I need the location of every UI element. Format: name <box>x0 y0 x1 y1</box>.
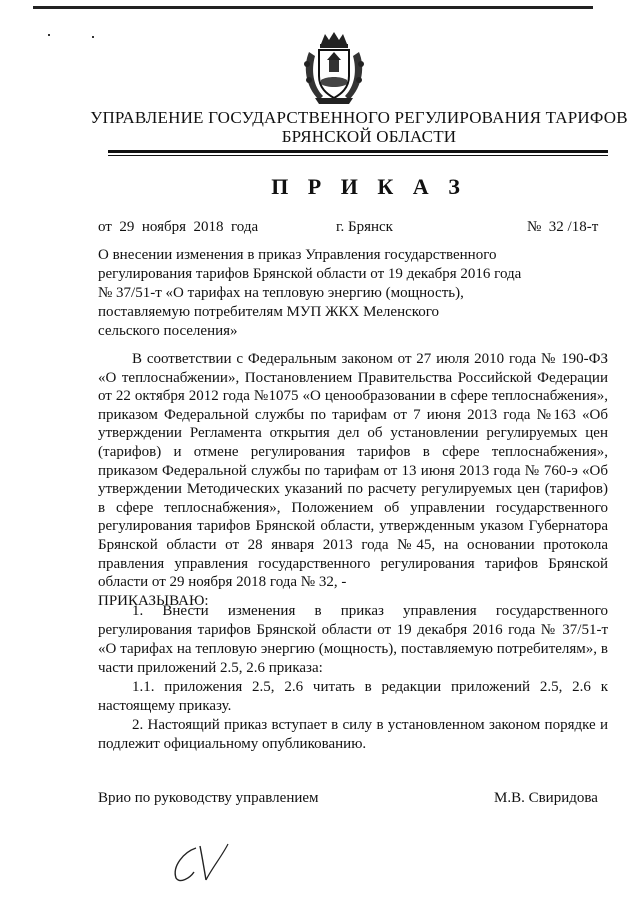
signatory-name: М.В. Свиридова <box>494 790 598 806</box>
document-title: П Р И К А З <box>271 174 467 199</box>
document-subject: О внесении изменения в приказ Управления государственного регулирования тарифов Брянской области от 19 декабря 2016 года № 37/51-т «О тарифах на тепловую энергию (мощность), поставляемую потребителям МУП ЖКХ Меленского сельского поселения» <box>98 247 522 339</box>
document-date: от 29 ноября 2018 года <box>98 219 259 235</box>
organization-name-line2: БРЯНСКОЙ ОБЛАСТИ <box>281 127 457 146</box>
document-place: г. Брянск <box>336 219 393 235</box>
preamble-paragraph: В соответствии с Федеральным законом от 27 июля 2010 года № 190-ФЗ «О теплоснабжении», Постановлением Правительства Российской Федерации от 22 октября 2012 года №1075 «О ценообразовании в сфере теплоснабжения», приказом Федеральной службы по тарифам от 7 июня 2013 года №163 «Об утверждении Регламента открытия дел об установлении регулируемых цен (тарифов) и отмене регулирования тарифов в сфере теплоснабжения», приказом Федеральной службы по тарифам от 13 июня 2013 года № 760-э «Об утверждении Методических указаний по расчету регулируемых цен (тарифов) в сфере теплоснабжения», Положением об управлении государственного регулирования тарифов Брянской области, утвержденным указом Губернатора Брянской области от 28 января 2013 года №45, на основании протокола правления управления государственного регулирования тарифов Брянской области от 29 ноября 2018 года № 32, - <box>98 351 608 591</box>
coat-of-arms-icon <box>301 30 367 106</box>
organization-name-line1: УПРАВЛЕНИЕ ГОСУДАРСТВЕННОГО РЕГУЛИРОВАНИЯ ТАРИФОВ <box>90 108 628 127</box>
order-items <box>98 602 608 754</box>
document-number: № 32 /18-т <box>527 219 599 235</box>
order-item-1: 1. Внести изменения в приказ управления государственного регулирования тарифов Брянской области от 19 декабря 2016 года № 37/51-т «О тарифах на тепловую энергию (мощность), поставляемую потребителям», в части приложений 2.5, 2.6 приказа: <box>98 603 608 676</box>
order-word: ПРИКАЗЫВАЮ: <box>98 592 209 609</box>
document-body <box>98 350 608 610</box>
signatory-position: Врио по руководству управлением <box>98 790 319 806</box>
top-border-line <box>33 6 593 9</box>
scan-speck <box>48 34 50 36</box>
header-rule-thin <box>108 155 608 156</box>
scan-speck <box>92 36 94 38</box>
handwritten-signature <box>166 838 236 886</box>
order-item-2: 2. Настоящий приказ вступает в силу в установленном законом порядке и подлежит официальному опубликованию. <box>98 717 608 752</box>
order-item-1-1: 1.1. приложения 2.5, 2.6 читать в редакции приложений 2.5, 2.6 к настоящему приказу. <box>98 679 608 714</box>
header-rule-thick <box>108 150 608 153</box>
